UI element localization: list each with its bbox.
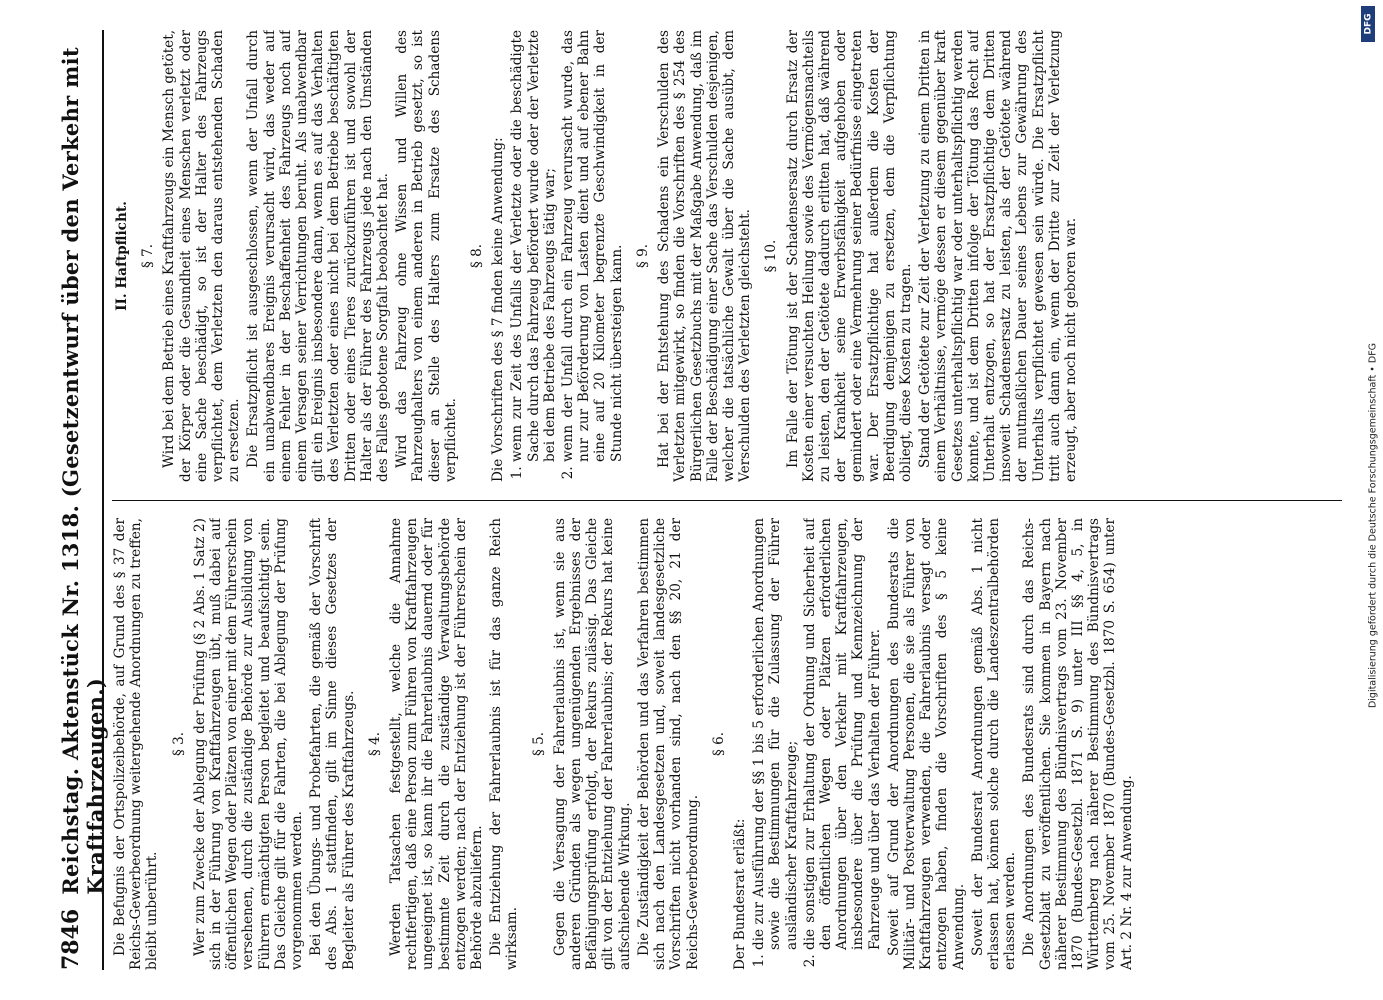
numbered-list (751, 518, 883, 970)
paragraph: Die Vorschriften des § 7 finden keine Anwendung: (490, 137, 507, 482)
header-rule (102, 30, 104, 970)
section-title-8: § 8. (469, 243, 486, 269)
numbered-list (509, 30, 624, 482)
paragraph: Die Befugnis der Ortspolizeibehörde, auf Grund des § 37 der Reichs-Gewerbeordnung weitergehende Anordnungen zu treffen, bleibt unberührt. (112, 518, 161, 970)
list-item: 2. wenn der Unfall durch ein Fahrzeug verursacht wurde, das nur zur Beförderung von Lasten dient und auf ebener Bahn eine auf 20 Kilometer begrenzte Geschwindigkeit in der Stunde nicht übersteigen kann. (560, 30, 625, 462)
section-title-9: § 9. (634, 243, 651, 269)
list-item: 2. die sonstigen zur Erhaltung der Ordnung und Sicherheit auf den öffentlichen Wegen oder Plätzen erforderlichen Anordnungen über den Verkehr mit Kraftfahrzeugen, insbesondere über die Prüfung und Kennzeichnung der Fahrzeuge und über das Verhalten der Führer. (802, 518, 883, 950)
page-number: 7846 (58, 908, 84, 970)
paragraph: Die Anordnungen des Bundesrats sind durch das Reichs-Gesetzblatt zu veröffentlichen. Sie kommen in Bayern nach näherer Bestimmung des Bündnisvertrags vom 23. November 1870 (Bundes-Gesetzbl. 1871 S. 9) unter III §§ 4, 5, in Württemberg nach näherer Bestimmung des Bündnisvertrags vom 25. November 1870 (Bundes-Gesetzbl. 1870 S. 654) unter Art. 2 Nr. 4 zur Anwendung. (1021, 518, 1135, 970)
dfg-logo[interactable] (1361, 6, 1375, 42)
section-title-3: § 3. (170, 731, 187, 757)
paragraph: Der Bundesrat erläßt: (731, 818, 748, 970)
section-title-4: § 4. (366, 731, 383, 757)
column-divider (112, 500, 1342, 501)
right-column (112, 30, 1352, 482)
paragraph: Soweit der Bundesrat Anordnungen gemäß Abs. 1 nicht erlassen hat, können solche durch die Landeszentralbehörden erlassen werden. (969, 518, 1019, 970)
paragraph: Stand der Getötete zur Zeit der Verletzung zu einem Dritten in einem Verhältnisse, vermöge dessen er diesem gegenüber kraft Gesetzes unterhaltspflichtig war oder unterhaltspflichtig werden konnte, und ist dem Dritten infolge der Tötung das Recht auf Unterhalt entzogen, so hat der Ersatzpflichtige dem Dritten insoweit Schadensersatz zu leisten, als der Getötete während der mutmaßlichen Dauer seines Lebens zur Gewährung des Unterhalts verpflichtet gewesen sein würde. Die Ersatzpflicht tritt auch dann ein, wenn der Dritte zur Zeit der Verletzung erzeugt, aber noch nicht geboren war. (917, 30, 1079, 482)
part-title: II. Haftpflicht. (114, 201, 130, 311)
credit-sidebar (1351, 0, 1377, 1000)
paragraph: Die Entziehung der Fahrerlaubnis ist für das ganze Reich wirksam. (488, 518, 521, 970)
paragraph: Gegen die Versagung der Fahrerlaubnis ist, wenn sie aus anderen Gründen als wegen ungenügenden Ergebnisses der Befähigungsprüfung erfolgt, der Rekurs zulässig. Das Gleiche gilt von der Entziehung der Fahrerlaubnis; der Rekurs hat keine aufschiebende Wirkung. (551, 518, 633, 970)
list-item: 1. die zur Ausführung der §§ 1 bis 5 erforderlichen Anordnungen sowie die Bestimmungen für die Zulassung der Führer ausländischer Kraftfahrzeuge; (751, 518, 800, 950)
dfg-logo-label: DFG (1363, 13, 1374, 35)
section-title-7: § 7. (140, 243, 157, 269)
rotated-page (50, 0, 1360, 1000)
paragraph: Die Ersatzpflicht ist ausgeschlossen, wenn der Unfall durch ein unabwendbares Ereignis verursacht wird, das weder auf einem Fehler in der Beschaffenheit des Fahrzeugs noch auf einem Versagen seiner Verrichtungen beruht. Als unabwendbar gilt ein Ereignis insbesondere dann, wenn es auf das Verhalten des Verletzten oder eines nicht bei dem Betriebe beschäftigten Dritten oder eines Tieres zurückzuführen ist und sowohl der Halter als der Führer des Fahrzeugs jede nach den Umständen des Falles gebotene Sorgfalt beobachtet hat. (245, 30, 392, 482)
paragraph: Im Falle der Tötung ist der Schadensersatz durch Ersatz der Kosten einer versuchten Heilung sowie des Vermögensnachteils zu leisten, den der Getötete dadurch erlitten hat, daß während der Krankheit seine Erwerbsfähigkeit aufgehoben oder gemindert oder eine Vermehrung seiner Bedürfnisse eingetreten war. Der Ersatzpflichtige hat außerdem die Kosten der Beerdigung demjenigen zu ersetzen, dem die Verpflichtung obliegt, diese Kosten zu tragen. (784, 30, 914, 482)
left-column (112, 518, 1352, 970)
section-title-5: § 5. (530, 731, 547, 757)
digitization-credit: Digitalisierung gefördert durch die Deutsche Forschungsgemeinschaft • DFG (1367, 342, 1379, 709)
paragraph: Die Zuständigkeit der Behörden und das Verfahren bestimmen sich nach den Landesgesetzen und, soweit landesgesetzliche Vorschriften nicht vorhanden sind, nach den §§ 20, 21 der Reichs-Gewerbeordnung. (635, 518, 701, 970)
section-title-6: § 6. (710, 731, 727, 757)
paragraph: Hat bei der Entstehung des Schadens ein Verschulden des Verletzten mitgewirkt, so finden die Vorschriften des § 254 des Bürgerlichen Gesetzbuchs mit der Maßgabe Anwendung, daß im Falle der Beschädigung einer Sache das Verschulden desjenigen, welcher die tatsächliche Gewalt über die Sache ausübt, dem Verschulden des Verletzten gleichsteht. (656, 30, 754, 482)
section-title-10: § 10. (763, 239, 780, 273)
running-title: Reichstag. Aktenstück Nr. 1318. (Gesetzentwurf über den Verkehr mit Kraftfahrzeugen.) (58, 47, 108, 895)
paragraph: Wird das Fahrzeug ohne Wissen und Willen des Fahrzeughalters von einem anderen in Betrieb gesetzt, so ist dieser an Stelle des Halters zum Ersatze des Schadens verpflichtet. (394, 30, 459, 482)
page-header (58, 30, 108, 970)
list-item: 1. wenn zur Zeit des Unfalls der Verletzte oder die beschädigte Sache durch das Fahrzeug befördert wurde oder der Verletzte bei dem Betriebe des Fahrzeugs tätig war; (509, 30, 558, 462)
paragraph: Wird bei dem Betrieb eines Kraftfahrzeugs ein Mensch getötet, der Körper oder die Gesundheit eines Menschen verletzt oder eine Sache beschädigt, so ist der Halter des Fahrzeugs verpflichtet, dem Verletzten den daraus entstehenden Schaden zu ersetzen. (161, 30, 243, 482)
paragraph: Wer zum Zwecke der Ablegung der Prüfung (§ 2 Abs. 1 Satz 2) sich in der Führung von Kraftfahrzeugen übt, muß dabei auf öffentlichen Wegen oder Plätzen von einer mit dem Führerschein versehenen, durch die zuständige Behörde zur Ausbildung von Führern ermächtigten Person begleitet und beaufsichtigt sein. Das Gleiche gilt für die Fahrten, die bei Ablegung der Prüfung vorgenommen werden. (191, 518, 306, 970)
paragraph: Soweit auf Grund der Anordnungen des Bundesrats die Militär- und Postverwaltung Personen, die sie als Führer von Kraftfahrzeugen verwenden, die Fahrerlaubnis versagt oder entzogen haben, finden die Vorschriften des § 5 keine Anwendung. (885, 518, 967, 970)
paragraph: Werden Tatsachen festgestellt, welche die Annahme rechtfertigen, daß eine Person zum Führen von Kraftfahrzeugen ungeeignet ist, so kann ihr die Fahrerlaubnis dauernd oder für bestimmte Zeit durch die zuständige Verwaltungsbehörde entzogen werden; nach der Entziehung ist der Führerschein der Behörde abzuliefern. (388, 518, 486, 970)
paragraph: Bei den Übungs- und Probefahrten, die gemäß der Vorschrift des Abs. 1 stattfinden, gilt im Sinne dieses Gesetzes der Begleiter als Führer des Kraftfahrzeugs. (308, 518, 357, 970)
